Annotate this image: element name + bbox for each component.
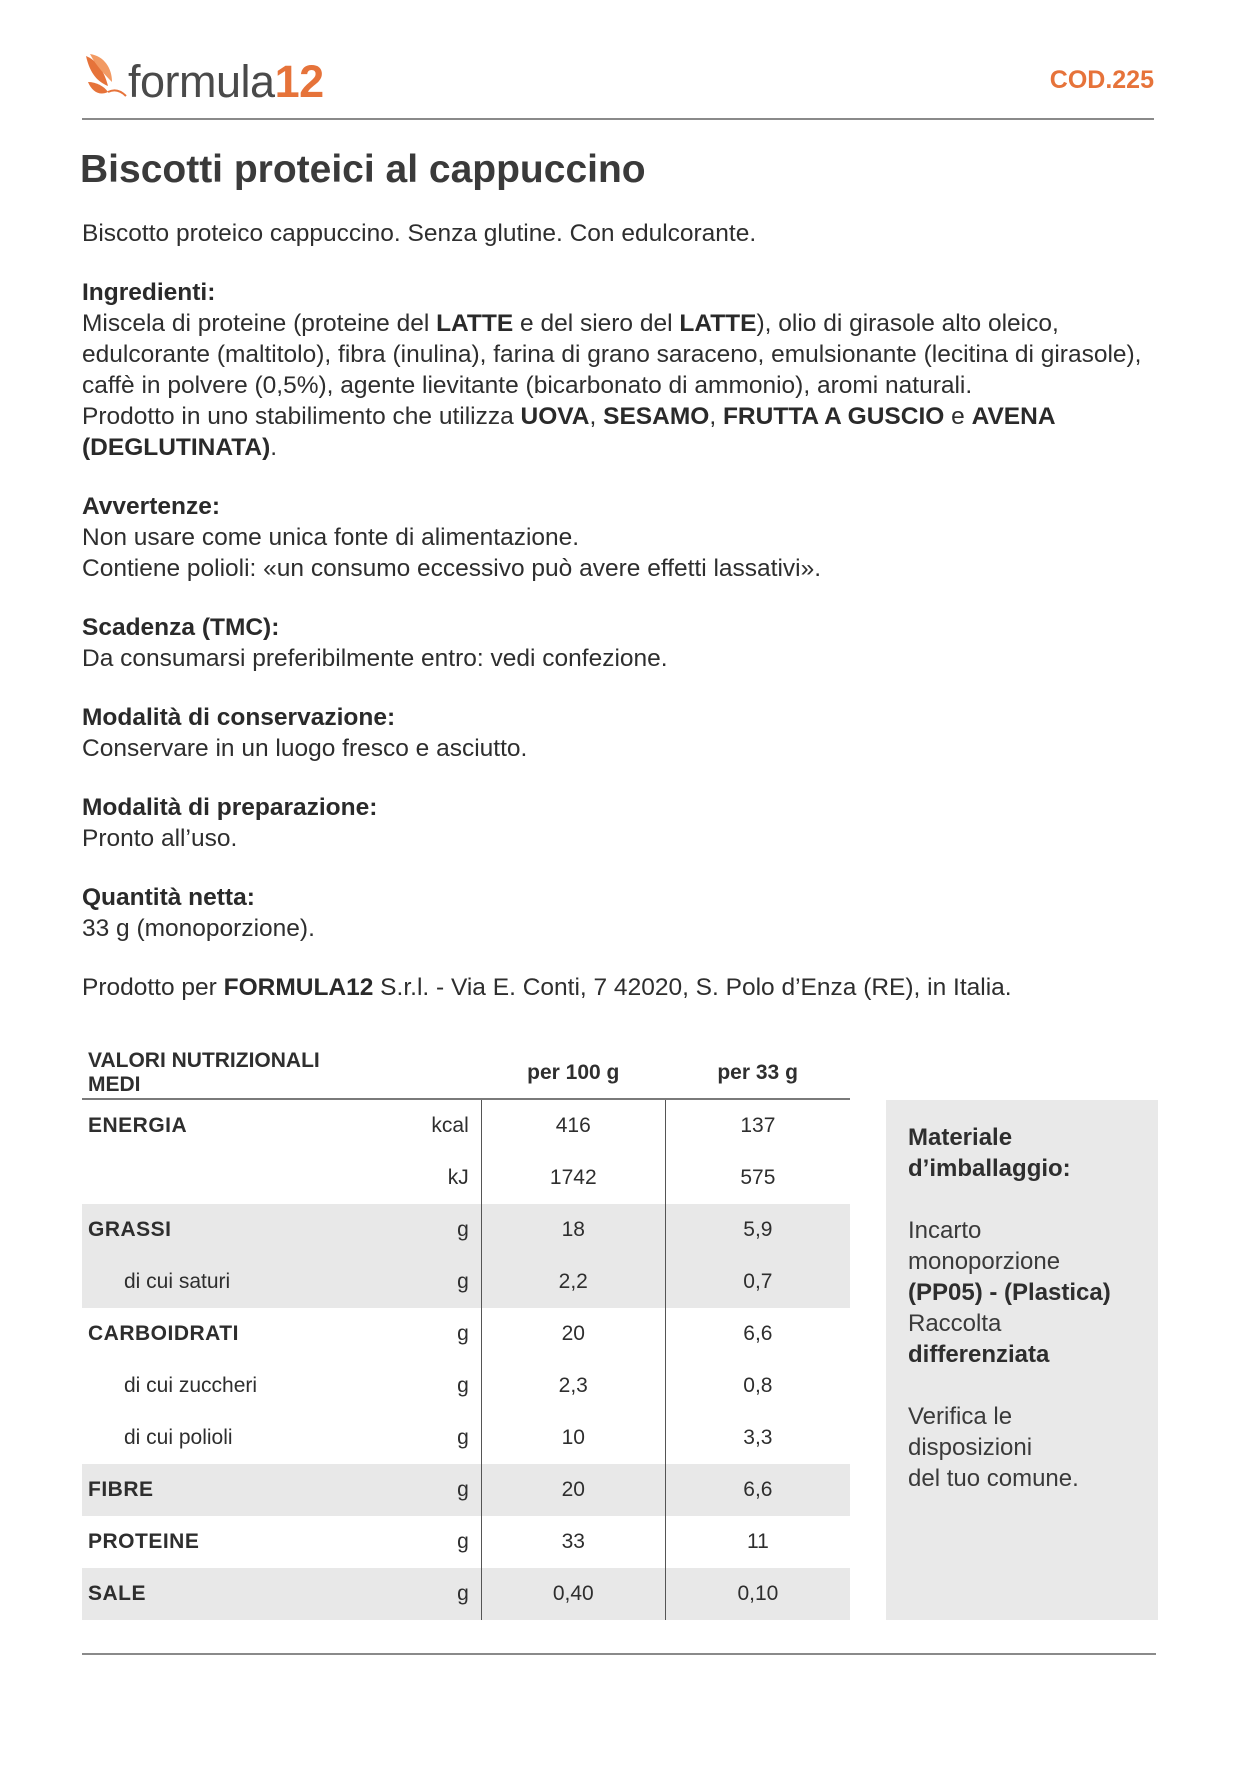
table-row: PROTEINE g 33 11 [82,1516,850,1568]
table-row: SALE g 0,40 0,10 [82,1568,850,1620]
preparation-text: Pronto all’uso. [82,825,238,852]
nutrition-header-row [82,1048,850,1099]
nutrition-table [82,1048,850,1620]
packaging-line: Verifica le [908,1403,1013,1430]
table-row: ENERGIA kcal 416 137 [82,1099,850,1152]
product-description: Biscotto proteico cappuccino. Senza glutine. Con edulcorante. [82,220,757,247]
ingredients-text: Miscela di proteine (proteine del LATTE e del siero del LATTE), olio di girasole alto oleico, edulcorante (maltitolo), fibra (inulina), farina di grano saraceno, emulsionante (lecitina di girasole), caffè in polvere (0,5%), agente lievitante (bicarbonato di ammonio), aromi naturali. [82,310,1142,399]
ingredients-heading: Ingredienti: [82,279,216,306]
expiry-text: Da consumarsi preferibilmente entro: vedi confezione. [82,645,668,672]
storage-text: Conservare in un luogo fresco e asciutto. [82,735,528,762]
product-info [82,218,1172,1003]
quantity-section [82,882,1172,944]
table-row: GRASSI g 18 5,9 [82,1204,850,1256]
warnings-section [82,491,1172,584]
packaging-material: (PP05) - (Plastica) [908,1279,1111,1306]
packaging-line: Raccolta [908,1310,1002,1337]
storage-section [82,702,1172,764]
ingredients-section [82,277,1172,463]
warnings-heading: Avvertenze: [82,493,220,520]
packaging-box [886,1100,1158,1620]
table-row: di cui saturi g 2,2 0,7 [82,1256,850,1308]
producer-info: Prodotto per FORMULA12 S.r.l. - Via E. Conti, 7 42020, S. Polo d’Enza (RE), in Italia. [82,974,1012,1001]
packaging-line: Incarto [908,1217,982,1244]
storage-heading: Modalità di conservazione: [82,704,396,731]
nutrition-header-name: VALORI NUTRIZIONALI MEDI [82,1048,371,1099]
footer-divider [82,1653,1156,1655]
quantity-heading: Quantità netta: [82,884,255,911]
warning-line: Non usare come unica fonte di alimentazione. [82,524,580,551]
table-row: kJ 1742 575 [82,1152,850,1204]
header [82,44,1154,120]
warning-line: Contiene polioli: «un consumo eccessivo può avere effetti lassativi». [82,555,822,582]
logo-wordmark: formula12 [128,56,324,107]
table-row: FIBRE g 20 6,6 [82,1464,850,1516]
nutrition-header-per100: per 100 g [481,1048,665,1099]
packaging-heading: Materiale [908,1124,1013,1151]
nutrition-header-per33: per 33 g [665,1048,850,1099]
packaging-line: del tuo comune. [908,1465,1079,1492]
table-row: di cui polioli g 10 3,3 [82,1412,850,1464]
quantity-text: 33 g (monoporzione). [82,915,315,942]
packaging-heading: d’imballaggio: [908,1155,1071,1182]
allergen-notice: Prodotto in uno stabilimento che utilizza UOVA, SESAMO, FRUTTA A GUSCIO e AVENA (DEGLUTINATA). [82,403,1055,461]
preparation-section [82,792,1172,854]
product-code: COD.225 [1049,66,1154,94]
brand-logo [82,44,324,110]
preparation-heading: Modalità di preparazione: [82,794,378,821]
expiry-section [82,612,1172,674]
table-row: di cui zuccheri g 2,3 0,8 [82,1360,850,1412]
page-title: Biscotti proteici al cappuccino [80,148,646,191]
table-row: CARBOIDRATI g 20 6,6 [82,1308,850,1360]
packaging-line: differenziata [908,1341,1050,1368]
butterfly-logo-icon [82,52,134,110]
packaging-line: disposizioni [908,1434,1033,1461]
packaging-line: monoporzione [908,1248,1061,1275]
expiry-heading: Scadenza (TMC): [82,614,280,641]
